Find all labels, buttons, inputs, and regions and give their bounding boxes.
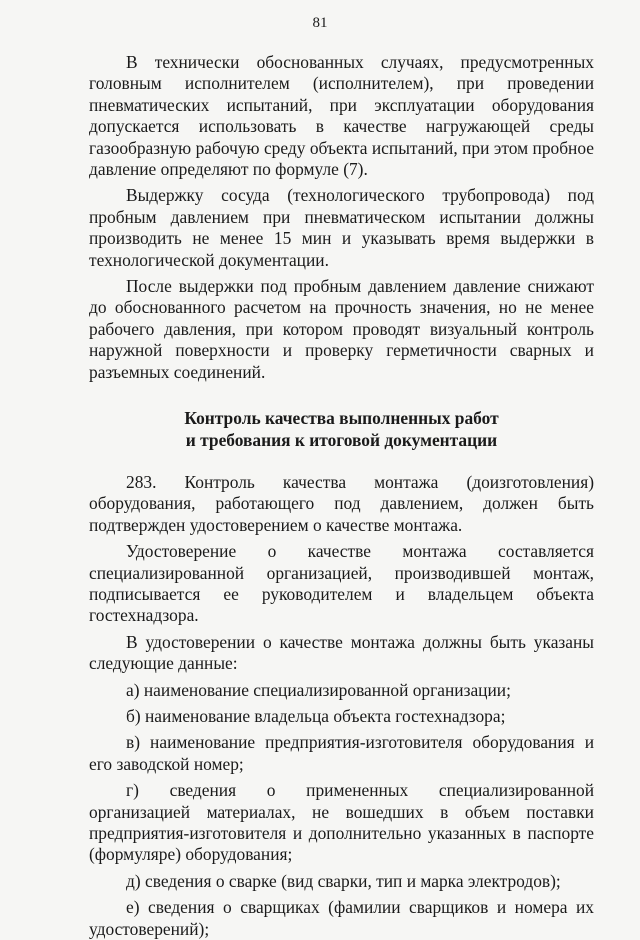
- list-item-g: г) сведения о примененных специализированной организацией материалах, не вошедших в объем поставки предприятия-изготовителя и дополнительно указанных в паспорте (формуляре) оборудования;: [89, 780, 594, 865]
- list-item-d: д) сведения о сварке (вид сварки, тип и марка электродов);: [126, 870, 561, 891]
- paragraph: В технически обоснованных случаях, предусмотренных головным исполнителем (исполнителем), при проведении пневматических испытаний, при эксплуатации оборудования допускается использовать в качестве нагружающей среды газообразную рабочую среду объекта испытаний, при этом пробное давление определяют по формуле (7).: [89, 52, 594, 180]
- section-heading-line-2: и требования к итоговой документации: [185, 429, 498, 450]
- section-heading: [89, 408, 594, 451]
- list-item-b: б) наименование владельца объекта гостехнадзора;: [126, 705, 506, 726]
- paragraph: В удостоверении о качестве монтажа должны быть указаны следующие данные:: [89, 631, 594, 674]
- list-item-e: е) сведения о сварщиках (фамилии сварщиков и номера их удостоверений);: [89, 897, 594, 939]
- paragraph: Выдержку сосуда (технологического трубопровода) под пробным давлением при пневматическом испытании должны производить не менее 15 мин и указывать время выдержки в технологической документации.: [89, 185, 594, 270]
- paragraph: 283. Контроль качества монтажа (доизготовления) оборудования, работающего под давлением, должен быть подтвержден удостоверением о качестве монтажа.: [89, 471, 594, 535]
- page-number: 81: [312, 15, 328, 31]
- page-content: [89, 52, 594, 940]
- list-item-a: а) наименование специализированной организации;: [126, 679, 511, 700]
- section-heading-line-1: Контроль качества выполненных работ: [184, 408, 499, 429]
- list-item-v: в) наименование предприятия-изготовителя оборудования и его заводской номер;: [89, 732, 594, 774]
- paragraph: Удостоверение о качестве монтажа составляется специализированной организацией, производившей монтаж, подписывается ее руководителем и владельцем объекта гостехнадзора.: [89, 541, 594, 626]
- paragraph: После выдержки под пробным давлением давление снижают до обоснованного расчетом на прочность значения, но не менее рабочего давления, при котором проводят визуальный контроль наружной поверхности и проверку герметичности сварных и разъемных соединений.: [89, 276, 594, 382]
